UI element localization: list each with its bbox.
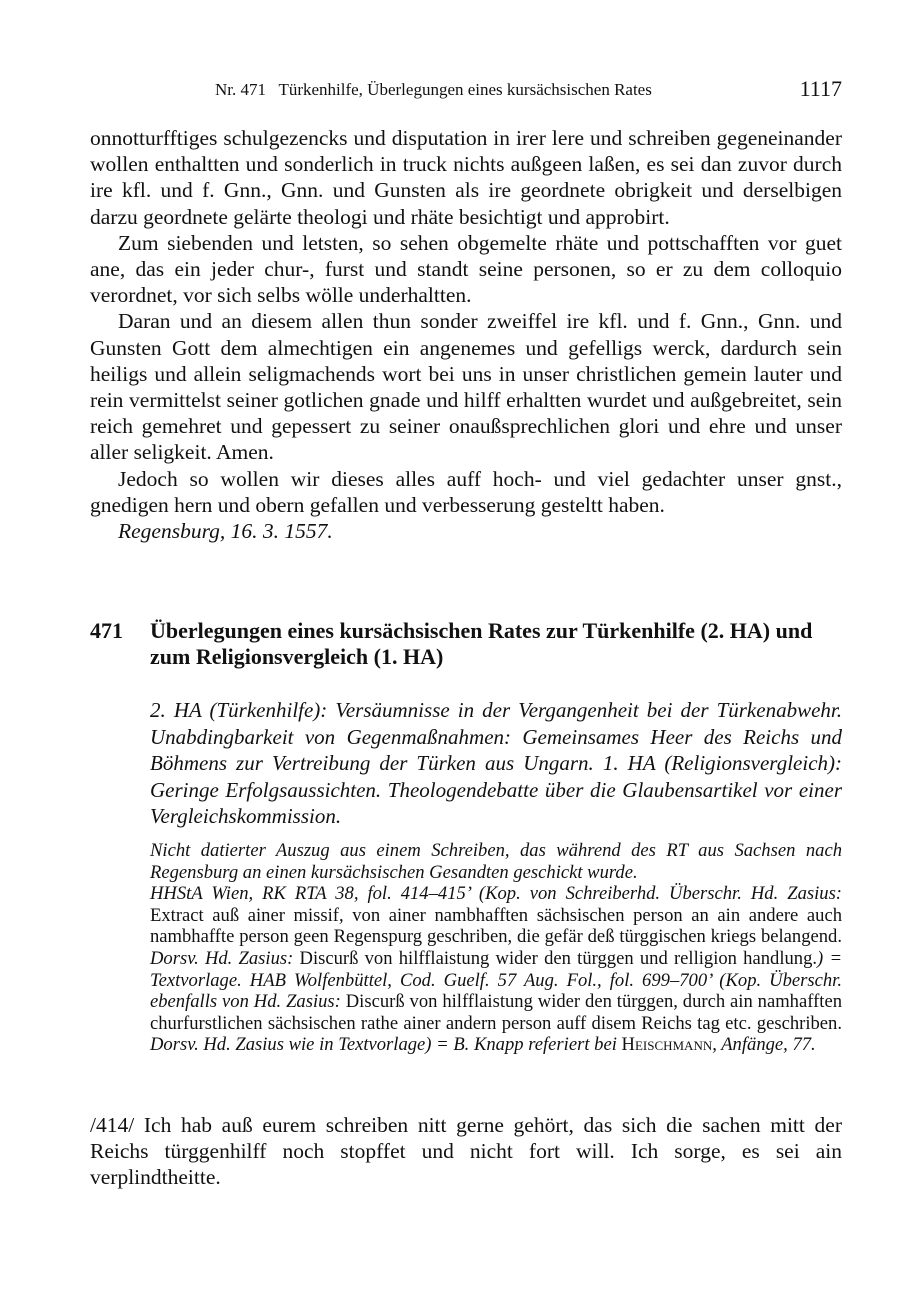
body-paragraph: Zum siebenden und letsten, so sehen obgemelte rhäte und pottschafften vor guet ane, das ein jeder chur-, furst und standt seine personen, so er zu dem colloquio verordnet, vor sich selbs wölle underhaltten. <box>90 230 842 308</box>
document-title: Überlegungen eines kursächsischen Rates zur Türkenhilfe (2. HA) und zum Religionsvergleich (1. HA) <box>150 618 813 669</box>
running-head <box>90 76 842 106</box>
source-apparatus <box>150 840 842 1056</box>
apparatus-sources <box>150 883 842 1056</box>
document-heading <box>90 618 842 670</box>
document-number: 471 <box>90 618 123 643</box>
literature-reference: , Anfänge, 77. <box>712 1034 816 1056</box>
dorsal-note: Dorsv. Hd. Zasius wie in Textvorlage) = B. Knapp referiert bei <box>150 1034 617 1056</box>
document-summary: 2. HA (Türkenhilfe): Versäumnisse in der Vergangenheit bei der Türkenabwehr. Unabdingbarkeit von Gegenmaßnahmen: Gemeinsames Heer des Reichs und Böhmens zur Vertreibung der Türken aus Ungarn. 1. HA (Religionsvergleich): Geringe Erfolgsaussichten. Theologendebatte über die Glaubensartikel vor einer Vergleichskommission. <box>150 698 842 828</box>
page-number: 1117 <box>799 76 842 101</box>
body-paragraph: onnotturfftiges schulgezencks und disputation in irer lere und schreiben gegeneinander wollen enthaltten und sonderlich in truck nichts außgeen laßen, es sei dan zuvor durch ire kfl. und f. Gnn., Gnn. und Gunsten als ire geordnete obrigkeit und derselbigen darzu geordnete gelärte theologi und rhäte besichtigt und approbirt. <box>90 126 842 229</box>
source-quote: Discurß von hilfflaistung wider den türggen, durch ain namhafften churfurstlichen sächsischen rathe ainer andern person auff disem Reichs tag etc. geschriben. <box>150 991 842 1034</box>
source-citation: HHStA Wien, RK RTA 38, fol. 414–415’ (Kop. von Schreiberhd. Überschr. Hd. Zasius: <box>150 883 842 905</box>
apparatus-description: Nicht datierter Auszug aus einem Schreiben, das während des RT aus Sachsen nach Regensburg an einen kursächsischen Gesandten geschickt wurde. <box>150 840 842 883</box>
previous-document-text <box>90 125 842 544</box>
body-paragraph: Jedoch so wollen wir dieses alles auff hoch- und viel gedachter unser gnst., gnedigen hern und obern gefallen und verbesserung gesteltt haben. <box>90 466 842 517</box>
dorsal-note: Dorsv. Hd. Zasius: <box>150 947 294 969</box>
body-paragraph: Daran und an diesem allen thun sonder zweiffel ire kfl. und f. Gnn., Gnn. und Gunsten Gott dem almechtigen ein angenemes und gefelligs werck, dardurch sein heiligs und allein seligmachends wort bei uns in unser christlichen gemein lauter und rein vermittelst seiner gotlichen gnade und hilff erhaltten wurdet und außgebreitet, sein reich gemehret und gepessert zu seiner onaußsprechlichen glori und ehre und unser aller seligkeit. Amen. <box>90 309 842 465</box>
running-head-title: Nr. 471 Türkenhilfe, Überlegungen eines kursächsischen Rates <box>215 80 652 99</box>
letter-text: /414/ Ich hab auß eurem schreiben nitt gerne gehört, das sich die sachen mitt der Reichs türggenhilff noch stopffet und nicht fort will. Ich sorge, es sei ain verplindtheitte. <box>90 1113 842 1190</box>
source-quote: Extract auß ainer missif, von ainer nambhafften sächsischen person an ain andere auch nambhaffte person geen Regenspurg geschriben, die gefär deß türggischen kriegs belangend. <box>150 904 842 948</box>
date-line: Regensburg, 16. 3. 1557. <box>118 519 333 544</box>
author-name: Heischmann <box>621 1034 713 1056</box>
dorsal-quote: Discurß von hilfflaistung wider den türggen und relligion handlung. <box>293 947 818 969</box>
source-citation: ) = Textvorlage. HAB Wolfenbüttel, Cod. Guelf. 57 Aug. Fol., fol. 699–700’ (Kop. Überschr. ebenfalls von Hd. Zasius: <box>150 947 843 1013</box>
